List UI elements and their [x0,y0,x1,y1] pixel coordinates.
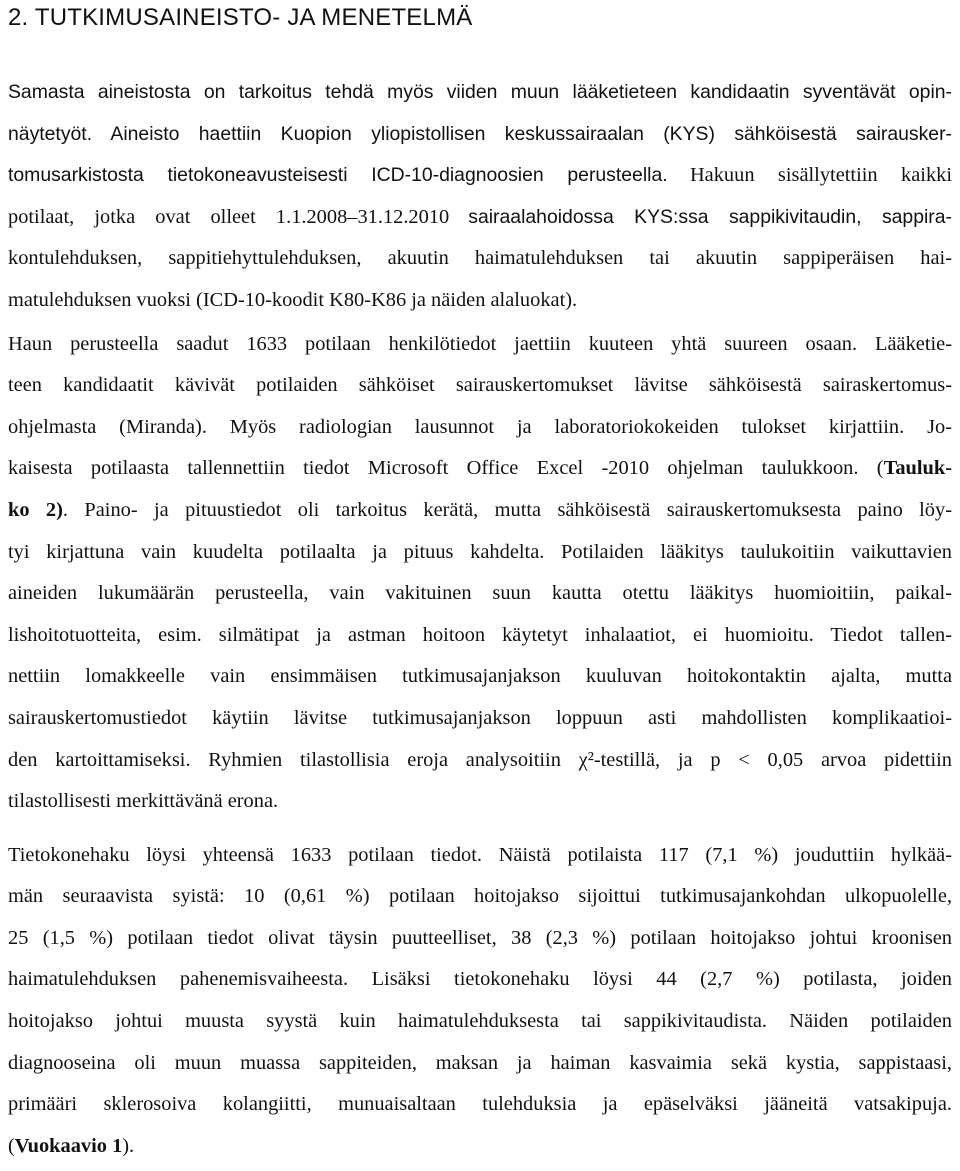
text-line [8,615,952,657]
text-line: 25 (1,5 %) potilaan tiedot olivat täysin puutteelliset, 38 (2,3 %) potilaan hoitojakso johtui kroonisen [8,926,952,949]
text-line [8,835,952,877]
text-line [8,407,952,449]
text-segment: ohjelmasta (Miranda). Myös radiologian lausunnot ja laboratoriokokeiden tulokset kirjattiin. [8,415,905,438]
text-line: den kartoittamiseksi. Ryhmien tilastollisia eroja analysoitiin χ²-testillä, ja p < 0,05 arvoa pidettiin [8,748,952,771]
text-line [8,959,952,1001]
document-page [8,0,952,1167]
text-segment: haimatulehduksen pahenemisvaiheesta. [8,968,349,991]
text-line: matulehduksen vuoksi (ICD-10-koodit K80-K86 ja näiden alaluokat). [8,288,578,311]
spacer [8,823,952,835]
text-segment: Potilaiden lääkitys taulukoitiin vaikuttavien [561,540,952,563]
spacer [8,36,952,72]
text-segment: lishoitotuotteita, esim. silmätipat ja astman hoitoon käytetyt inhalaatiot, ei huomioitu. [8,623,814,646]
text-segment: Jo- [927,415,952,438]
text-line: tilastollisesti merkittävänä erona. [8,790,279,813]
text-segment: tomusarkistosta tietokoneavusteisesti ICD-10-diagnoosien perusteella. [8,164,668,187]
text-line: diagnooseina oli muun muassa sappiteiden, maksan ja haiman kasvaimia sekä kystia, sappistaasi, [8,1051,952,1074]
text-segment: ( [8,1134,15,1157]
text-segment: Haun perusteella saadut 1633 potilaan henkilötiedot jaettiin kuuteen yhtä suureen osaan. [8,332,858,355]
text-line [8,155,952,197]
text-line: Samasta aineistosta on tarkoitus tehdä myös viiden muun lääketieteen kandidaatin syventävät opin- [8,81,952,103]
text-line [8,1001,952,1043]
text-segment: tyi kirjattuna vain kuudelta potilaalta ja pituus kahdelta. [8,540,545,563]
paragraph-3 [8,835,952,1168]
text-line [8,1126,952,1168]
text-segment: Näistä potilaista 117 (7,1 %) jouduttiin hylkää- [498,843,952,866]
text-segment: . [62,498,69,521]
table-reference: ko 2) [8,498,63,521]
text-line [8,490,952,532]
section-heading: 2. TUTKIMUSAINEISTO- JA MENETELMÄ [8,4,473,31]
text-line: kontulehduksen, sappitiehyttulehduksen, akuutin haimatulehduksen tai akuutin sappiperäisen hai- [8,247,952,270]
text-segment: sairaalahoidossa KYS:ssa sappikivitaudin, sappira- [468,205,952,228]
text-segment: kaisesta potilaasta tallennettiin tiedot Microsoft Office Excel -2010 ohjelman taulukkoon. ( [8,457,884,480]
text-line [8,448,952,490]
text-segment: ). [122,1134,135,1157]
text-line [8,324,952,366]
text-line [8,197,952,239]
text-segment: Näiden potilaiden [789,1010,952,1033]
text-line: aineiden lukumäärän perusteella, vain vakituinen suun kautta otettu lääkitys huomioitiin, paikal- [8,582,952,605]
text-segment: Tiedot tallen- [830,623,952,646]
paragraph-2 [8,324,952,823]
text-segment: Lisäksi tietokonehaku löysi 44 (2,7 %) potilasta, joiden [371,968,952,991]
text-line [8,532,952,574]
figure-reference: Vuokaavio 1 [14,1134,123,1157]
text-line: näytetyöt. Aineisto haettiin Kuopion yliopistollisen keskussairaalan (KYS) sähköisestä sairausker- [8,122,952,145]
text-line: män seuraavista syistä: 10 (0,61 %) potilaan hoitojakso sijoittui tutkimusajankohdan ulkopuolelle, [8,885,952,908]
text-segment: Paino- ja pituustiedot oli tarkoitus kerätä, mutta sähköisestä sairauskertomuksesta paino löy- [84,498,952,521]
text-segment: Hakuun sisällytettiin kaikki [689,164,952,187]
paragraph-1 [8,72,952,322]
table-reference: Tauluk- [883,457,952,480]
text-segment: Lääketie- [875,332,952,355]
text-line: sairauskertomustiedot käytiin lävitse tutkimusajanjakson loppuun asti mahdollisten komplikaatioi- [8,706,952,729]
text-line: nettiin lomakkeelle vain ensimmäisen tutkimusajanjakson kuuluvan hoitokontaktin ajalta, mutta [8,665,952,688]
text-segment: Tietokonehaku löysi yhteensä 1633 potilaan tiedot. [8,843,483,866]
text-segment: hoitojakso johtui muusta syystä kuin haimatulehduksesta tai sappikivitaudista. [8,1010,768,1033]
text-line: primääri sklerosoiva kolangiitti, munuaisaltaan tulehduksia ja epäselväksi jääneitä vatsakipuja. [8,1093,952,1116]
text-segment: potilaat, jotka ovat olleet 1.1.2008–31.12.2010 [8,205,450,228]
text-line: teen kandidaatit kävivät potilaiden sähköiset sairauskertomukset lävitse sähköisestä sairaskertomus- [8,374,952,397]
